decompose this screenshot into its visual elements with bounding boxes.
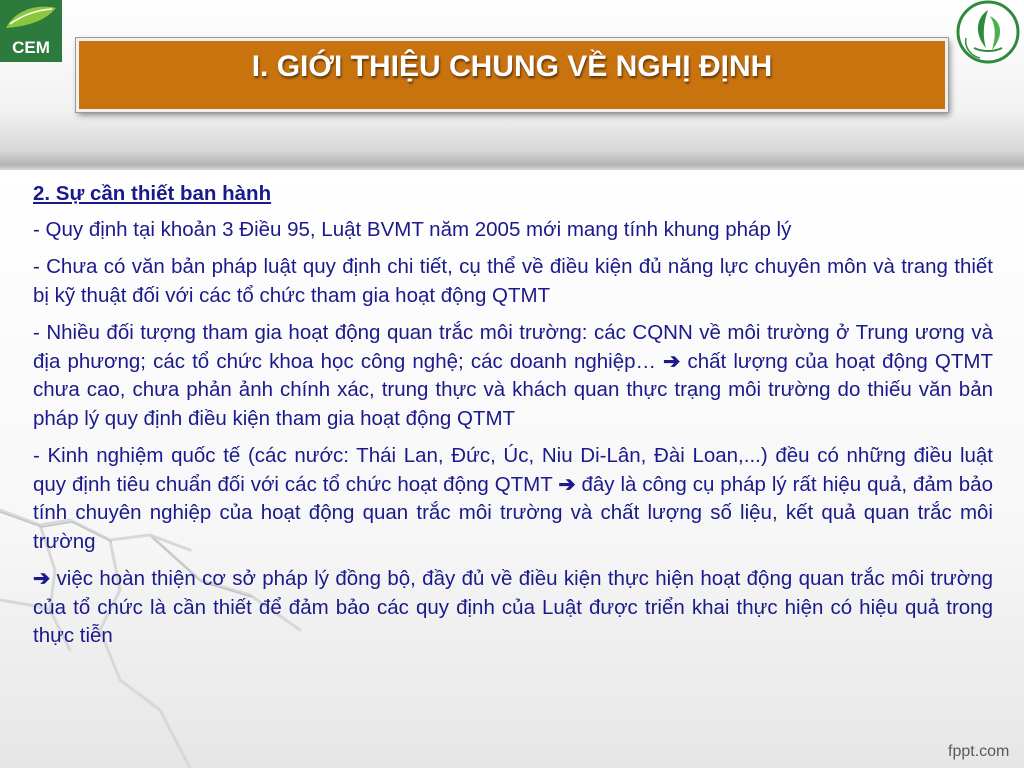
- paragraph-3: [33, 319, 993, 433]
- paragraph-4-text-after: đây là công cụ pháp lý rất hiệu quả, đảm bảo tính chuyên nghiệp của hoạt động quan trắc môi trường và chất lượng số liệu, kết quả quan trắc môi trường: [33, 472, 993, 553]
- paragraph-1-text: - Quy định tại khoản 3 Điều 95, Luật BVMT năm 2005 mới mang tính khung pháp lý: [33, 217, 792, 241]
- footer-source: fppt.com: [948, 743, 1010, 760]
- paragraph-5-text: việc hoàn thiện cơ sở pháp lý đồng bộ, đầy đủ về điều kiện thực hiện hoạt động quan trắc môi trường của tổ chức là cần thiết để đảm bảo các quy định của Luật được triển khai thực hiện có hiệu quả trong thực tiễn: [33, 567, 993, 647]
- paragraph-4-text-before: - Kinh nghiệm quốc tế (các nước: Thái Lan, Đức, Úc, Niu Di-Lân, Đài Loan,...) đều có những điều luật quy định tiêu chuẩn đối với các tổ chức hoạt động QTMT: [33, 444, 993, 496]
- environment-emblem-icon: [952, 0, 1024, 66]
- section-heading: 2. Sự cần thiết ban hành: [33, 182, 272, 205]
- paragraph-2: [33, 253, 993, 310]
- right-arrow-icon: ➔: [33, 567, 51, 590]
- cem-logo-text: CEM: [12, 38, 50, 57]
- slide-title-box: [76, 38, 948, 112]
- paragraph-1: [33, 216, 993, 245]
- paragraph-5: [33, 565, 993, 651]
- right-arrow-icon: ➔: [558, 472, 576, 496]
- cem-logo: [0, 0, 62, 62]
- right-arrow-icon: ➔: [663, 349, 681, 373]
- paragraph-3-text-after: chất lượng của hoạt động QTMT chưa cao, chưa phản ảnh chính xác, trung thực và khách quan thực trạng môi trường do thiếu văn bản pháp lý quy định điều kiện tham gia hoạt động QTMT: [33, 349, 993, 430]
- paragraph-3-text-before: - Nhiều đối tượng tham gia hoạt động quan trắc môi trường: các CQNN về môi trường ở Trung ương và địa phương; các tổ chức khoa học công nghệ; các doanh nghiệp…: [33, 321, 993, 373]
- slide-content: [33, 180, 993, 660]
- paragraph-4: [33, 442, 993, 556]
- slide-title: I. GIỚI THIỆU CHUNG VỀ NGHỊ ĐỊNH: [251, 50, 773, 83]
- paragraph-2-text: - Chưa có văn bản pháp luật quy định chi tiết, cụ thể về điều kiện đủ năng lực chuyên môn và trang thiết bị kỹ thuật đối với các tổ chức tham gia hoạt động QTMT: [33, 255, 993, 307]
